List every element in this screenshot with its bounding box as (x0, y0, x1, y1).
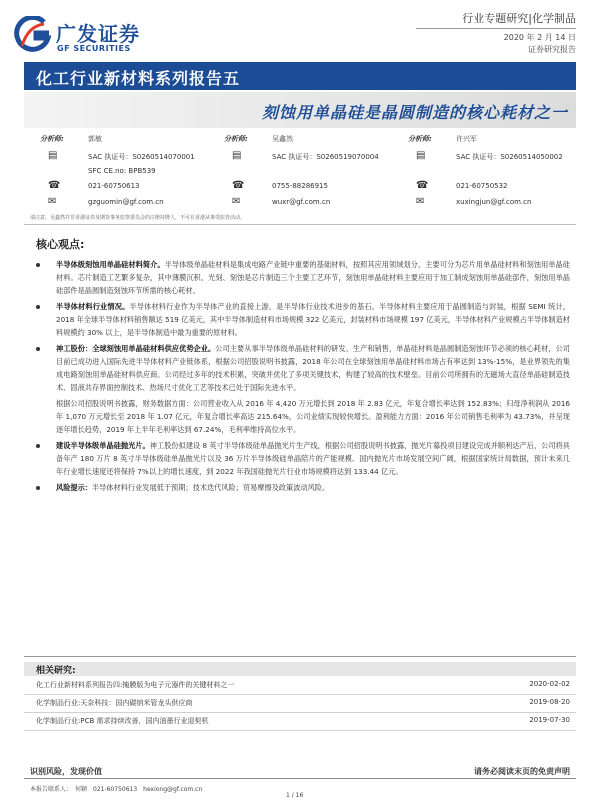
related-item[interactable] (36, 716, 570, 730)
footer-slogan: 识别风险，发现价值 (30, 767, 102, 776)
section-divider (24, 656, 576, 657)
related-item-date: 2019-08-20 (529, 698, 570, 706)
bullet-dot-icon (36, 263, 40, 267)
email-icon: ✉ (232, 196, 241, 207)
bullet-item (36, 258, 570, 297)
related-item-title[interactable]: 化工行业新材料系列报告四:掩膜版为电子元器件的关键材料之一 (36, 681, 235, 689)
phone-icon: ☎ (416, 180, 429, 191)
analyst-name: 许兴军 (456, 135, 477, 143)
bullet-item (36, 342, 570, 394)
core-views-title: 核心观点: (36, 238, 85, 251)
email-icon: ✉ (48, 196, 57, 207)
subtitle-bar (24, 92, 576, 128)
bullet-continuation (36, 397, 570, 436)
analyst-phone: 0755-88286915 (272, 182, 328, 190)
analyst-email[interactable]: wuxr@gf.com.cn (272, 198, 331, 206)
header-divider (416, 28, 576, 29)
footer-disclaimer-note: 请务必阅读末页的免责声明 (474, 767, 570, 776)
bullet-dot-icon (36, 305, 40, 309)
row-divider (24, 730, 576, 731)
analyst-sac: SAC 执证号：S0260519070004 (272, 153, 379, 161)
analyst-name: 郭敏 (88, 135, 102, 143)
logo-cn-text: 广发证券 (56, 22, 140, 46)
related-research-header (24, 662, 576, 676)
phone-icon: ☎ (232, 180, 245, 191)
company-logo (14, 14, 174, 58)
core-views-list (36, 258, 570, 497)
related-item-date: 2019-07-30 (529, 716, 570, 724)
bullet-item (36, 439, 570, 478)
related-item[interactable] (36, 680, 570, 694)
certificate-icon: ▤ (48, 150, 58, 161)
bullet-text: 半导体材料行业作为半导体产业的直接上游，是半导体行业技术进步的基石。半导体材料主要应用于晶圆制造与封装，根据 SEMI 统计，2018 年全球半导体材料销售额达 519 亿美元，其中半导体制造材料市场规模 322 亿美元，封装材料市场规模 197 亿美元，半导体材料产业规模占半导体制造材料规模约 30% 以上，是半导体制造中最为重要的原材料。 (56, 302, 570, 337)
report-series-title: 化工行业新材料系列报告五 (36, 69, 241, 88)
bullet-text: 公司主要从事半导体级单晶硅材料的研发、生产和销售，单晶硅材料是晶圆制造刻蚀环节必须的核心耗材，公司目前已成功进入国际先进半导体材料产业链体系，根据公司招股说明书披露，2018 年公司在全球刻蚀用单晶硅材料市场占有率达到 13%-15%，是业界领先的集成电路刻蚀用单晶硅材料供应商。公司经过多年的技术积累，突破并优化了多项关键技术，构建了较高的技术壁垒。目前公司所拥有的无磁场大直径单晶硅制造技术、固液共存界面控制技术、热场尺寸优化工艺等技术已处于国际先进水平。 (56, 344, 570, 392)
phone-icon: ☎ (48, 180, 61, 191)
analyst-phone: 021-60750532 (456, 182, 508, 190)
bullet-text: 神工股份拟建设 8 英寸半导体级硅单晶抛光片生产线，根据公司招股说明书披露，抛光片募投项目建设完成并顺利达产后，公司将具备年产 180 万片 8 英寸半导体级硅单晶抛光片以及 36 万片半导体级硅单晶陪片的产能规模。国内抛光片市场发展空间广阔，根据国家统计局数据，预计未来几年行业增长速度还将保持 7%以上的增长速度，到 2022 年我国硅抛光片行业市场规模将达到 133.44 亿元。 (56, 441, 570, 476)
page-number: 1 / 16 (286, 792, 304, 799)
report-date: 2020 年 2 月 14 日 (503, 33, 576, 42)
report-subtitle: 刻蚀用单晶硅是晶圆制造的核心耗材之一 (261, 103, 568, 122)
certificate-icon: ▤ (232, 150, 242, 161)
bullet-lead: 风险提示： (56, 483, 92, 492)
analyst-phone: 021-60750613 (88, 182, 140, 190)
bullet-text: 根据公司招股说明书披露，财务数据方面：公司营业收入从 2016 年 4,420 万元增长到 2018 年 2.83 亿元，年复合增长率达到 152.83%；归母净利润从 2016 年 1,070 万元增长至 2018 年 1.07 亿元，年复合增长率高达 215.64%，公司业绩实现较快增长。盈利能力方面：2016 年公司销售毛利率为 43.73%，并呈现逐年增长趋势，2019 年上半年毛利率达到 67.24%，毛利率维持高位水平。 (56, 399, 570, 434)
analyst-sfc: SFC CE.no: BPB539 (88, 167, 156, 175)
related-item-date: 2020-02-02 (529, 680, 570, 688)
related-item-title[interactable]: 化学制品行业:PCB 需求持续改善，国内油墨行业迎契机 (36, 717, 209, 725)
analyst-role: 分析师: (408, 135, 432, 143)
logo-en-text: GF SECURITIES (57, 44, 131, 53)
analyst-name: 吴鑫然 (272, 135, 293, 143)
related-item[interactable] (36, 698, 570, 712)
bullet-item (36, 300, 570, 339)
analyst-disclaimer: 请注意，吴鑫然并非香港证券及期货事务监察委员会的注册持牌人，不可在香港从事受监管活动。 (30, 215, 246, 221)
analyst-sac: SAC 执证号：S0260514050002 (456, 153, 563, 161)
bullet-lead: 半导体材料行业情况。 (56, 302, 130, 311)
bullet-dot-icon (36, 347, 40, 351)
bullet-lead: 神工股份：全球刻蚀用单晶硅材料供应优势企业。 (56, 344, 216, 353)
title-banner (24, 62, 576, 90)
email-icon: ✉ (416, 196, 425, 207)
bullet-dot-icon (36, 486, 40, 490)
row-divider (24, 712, 576, 713)
bullet-item (36, 481, 570, 494)
related-item-title[interactable]: 化学制品行业:天奈科技：国内碳纳米管龙头供应商 (36, 699, 193, 707)
analyst-sac: SAC 执证号：S0260514070001 (88, 153, 195, 161)
analyst-email[interactable]: xuxingjun@gf.com.cn (456, 198, 532, 206)
bullet-dot-icon (36, 444, 40, 448)
bullet-lead: 建设半导体级单晶硅抛光片。 (56, 441, 150, 450)
report-dept: 证券研究报告 (528, 45, 576, 54)
gf-logo-icon (14, 16, 52, 54)
row-divider (24, 694, 576, 695)
analyst-role: 分析师: (224, 135, 248, 143)
bullet-lead: 半导体级刻蚀用单晶硅材料简介。 (56, 260, 165, 269)
analyst-email[interactable]: gzguomin@gf.com.cn (88, 198, 164, 206)
bullet-text: 半导体级单晶硅材料是集成电路产业链中重要的基础材料，按照其应用领域划分，主要可分为芯片用单晶硅材料和刻蚀用单晶硅材料。芯片制造工艺繁多复杂，其中薄膜沉积、光刻、刻蚀是芯片制造三个主要工艺环节，刻蚀用单晶硅材料主要应用于加工制成刻蚀用单晶硅部件，刻蚀用单晶硅部件是晶圆制造刻蚀环节所需的核心耗材。 (56, 260, 570, 295)
related-research-title: 相关研究: (36, 666, 76, 676)
analyst-role: 分析师: (40, 135, 64, 143)
certificate-icon: ▤ (416, 150, 426, 161)
section-divider (24, 224, 576, 225)
analyst-section (24, 132, 576, 212)
bullet-text: 半导体材料行业发展低于预期；技术迭代风险；贸易摩擦及政策波动风险。 (91, 483, 330, 492)
report-type: 行业专题研究|化学制品 (462, 12, 576, 25)
footer-contact: 本报告联系人： 何颖 021-60750613 hexiong@gf.com.cn (30, 786, 203, 793)
footer-divider (24, 778, 576, 779)
